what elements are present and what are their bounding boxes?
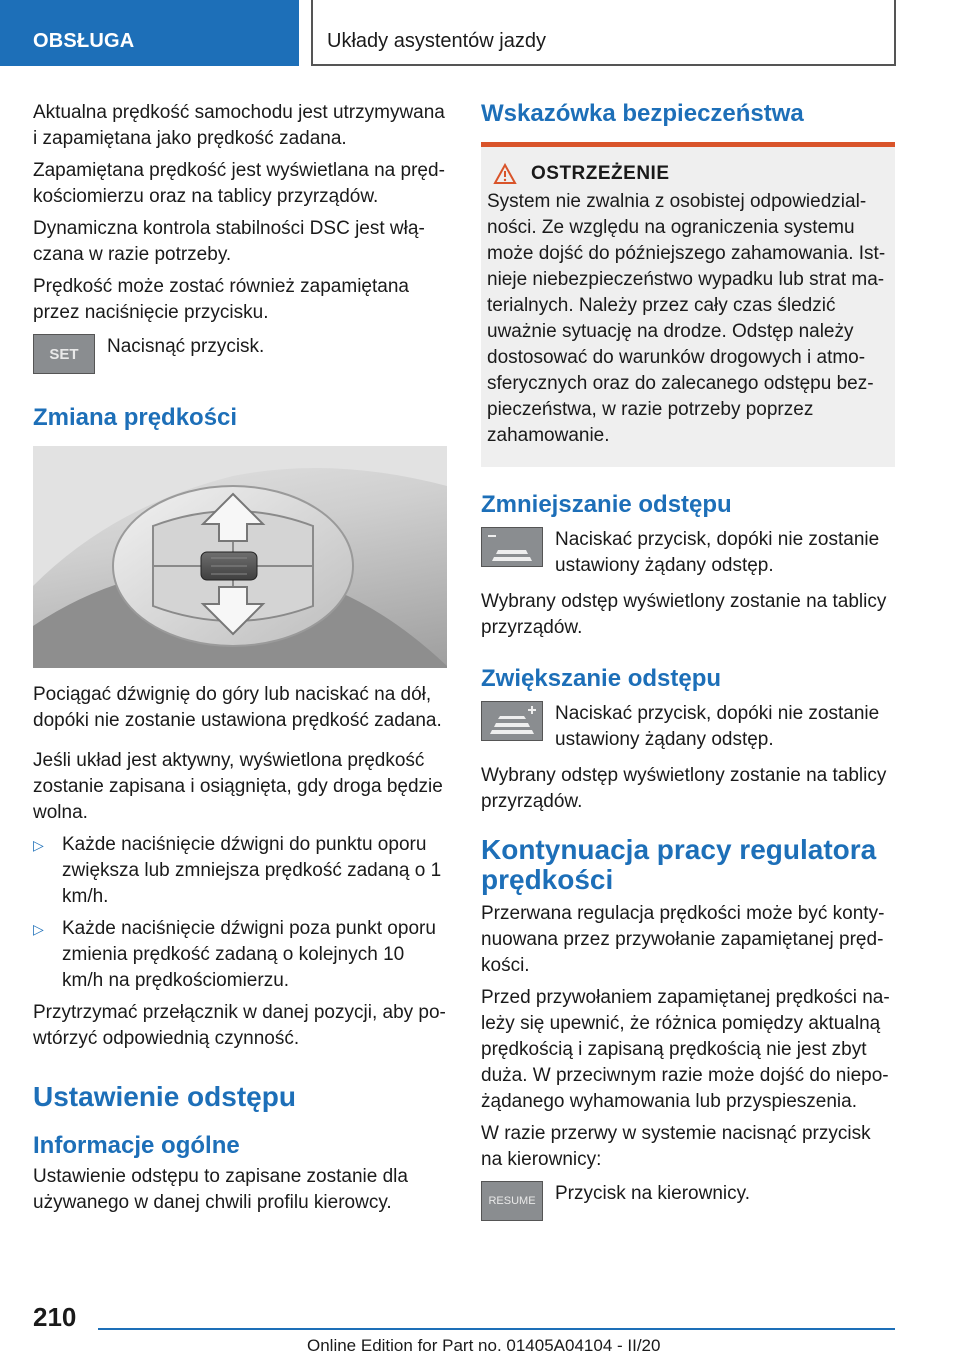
- paragraph: Przytrzymać przełącznik w danej pozycji, aby powtórzyć odpowiednią czynność.: [33, 1002, 446, 1049]
- distance-increase-icon: [481, 701, 543, 741]
- paragraph: Ustawienie odstępu to zapisane zostanie dla używanego w danej chwili profilu kierowcy.: [33, 1166, 408, 1213]
- set-instruction: Nacisnąć przycisk.: [107, 336, 265, 357]
- heading-resume-cruise: Kontynuacja pracy regulatora prędkości: [481, 834, 877, 895]
- warning-box: [481, 147, 895, 467]
- heading-distance-setting: Ustawienie odstępu: [33, 1081, 296, 1112]
- paragraph: Dynamiczna kontrola stabilności DSC jest włączana w razie potrzeby.: [33, 218, 425, 265]
- triangle-bullet-icon: ▷: [33, 837, 44, 853]
- resume-button-icon: RESUME: [481, 1181, 543, 1221]
- heading-general-info: Informacje ogólne: [33, 1132, 240, 1159]
- warning-text: System nie zwalnia z osobistej odpowiedzialności. Ze względu na ograniczenia systemu może dojść do późniejszego zahamowania. Istnieje niebezpieczeństwo wypadku lub strat materialnych. Należy przez cały czas śledzić uważnie sytuację na drodze. Odstęp należy dostosować do warunków drogowych i atmosferycznych oraz do zalecanego odstępu bezpieczeństwa, w razie potrzeby poprzez zahamowanie.: [487, 191, 886, 446]
- decrease-instruction: Naciskać przycisk, dopóki nie zostanie ustawiony żądany odstęp.: [555, 529, 880, 576]
- resume-button-row: [481, 1181, 895, 1221]
- decrease-button-row: [481, 527, 895, 579]
- paragraph: Prędkość może zostać również zapamiętana przez naciśnięcie przycisku.: [33, 276, 409, 323]
- heading-increase-distance: Zwiększanie odstępu: [481, 665, 722, 692]
- set-button-row: [33, 334, 447, 374]
- paragraph: Przed przywołaniem zapamiętanej prędkości należy się upewnić, że różnica pomiędzy aktualną prędkością i zapisaną prędkością nie jest zbyt duża. W przeciwnym razie może dojść do niepożądanego wyhamowania lub przyspieszenia.: [481, 987, 890, 1112]
- increase-button-row: [481, 701, 895, 753]
- paragraph: Zapamiętana prędkość jest wyświetlana na prędkościomierzu oraz na tablicy przyrządów.: [33, 160, 445, 207]
- distance-decrease-icon: [481, 527, 543, 567]
- paragraph: Przerwana regulacja prędkości może być kontynuowana przez przywołanie zapamiętanej prędkości.: [481, 903, 885, 976]
- chapter-title: Układy asystentów jazdy: [327, 30, 546, 52]
- increase-instruction: Naciskać przycisk, dopóki nie zostanie ustawiony żądany odstęp.: [555, 703, 880, 750]
- edition-text: Online Edition for Part no. 01405A04104 - II/20: [307, 1336, 661, 1355]
- resume-instruction: Przycisk na kierownicy.: [555, 1183, 750, 1204]
- paragraph: Aktualna prędkość samochodu jest utrzymywana i zapamiętana jako prędkość zadana.: [33, 102, 445, 149]
- warning-header: [487, 163, 887, 185]
- paragraph: Wybrany odstęp wyświetlony zostanie na tablicy przyrządów.: [481, 591, 887, 638]
- footer-rule: [98, 1328, 895, 1330]
- list-item: [33, 916, 447, 994]
- list-item: [33, 832, 447, 910]
- heading-change-speed: Zmiana prędkości: [33, 404, 238, 431]
- list-item-text: Każde naciśnięcie dźwigni poza punkt oporu zmienia prędkość zadaną o kolejnych 10 km/h na prędkościomierzu.: [62, 918, 436, 991]
- safety-heading: Wskazówka bezpieczeństwa: [481, 100, 804, 127]
- paragraph: W razie przerwy w systemie nacisnąć przycisk na kierownicy:: [481, 1123, 871, 1170]
- page-header: [0, 0, 960, 66]
- steering-lever-photo: [33, 446, 447, 668]
- paragraph: Jeśli układ jest aktywny, wyświetlona prędkość zostanie zapisana i osiągnięta, gdy droga będzie wolna.: [33, 750, 443, 823]
- steering-wheel-lever-illustration: [33, 446, 447, 668]
- paragraph: Wybrany odstęp wyświetlony zostanie na tablicy przyrządów.: [481, 765, 887, 812]
- right-column: [481, 100, 895, 1227]
- section-title: OBSŁUGA: [33, 30, 135, 52]
- warning-triangle-icon: [493, 163, 517, 185]
- warning-label: OSTRZEŻENIE: [531, 163, 670, 184]
- section-tab: [0, 0, 299, 66]
- paragraph: Pociągać dźwignię do góry lub naciskać na dół, dopóki nie zostanie ustawiona prędkość zadana.: [33, 684, 442, 731]
- set-button-icon: SET: [33, 334, 95, 374]
- bullet-list: [33, 832, 447, 994]
- chapter-tab: [311, 0, 896, 66]
- list-item-text: Każde naciśnięcie dźwigni do punktu oporu zwiększa lub zmniejsza prędkość zadaną o 1 km/h.: [62, 834, 442, 907]
- heading-decrease-distance: Zmniejszanie odstępu: [481, 491, 732, 518]
- left-column: [33, 100, 447, 1222]
- triangle-bullet-icon: ▷: [33, 921, 44, 937]
- page-number: 210: [33, 1302, 77, 1332]
